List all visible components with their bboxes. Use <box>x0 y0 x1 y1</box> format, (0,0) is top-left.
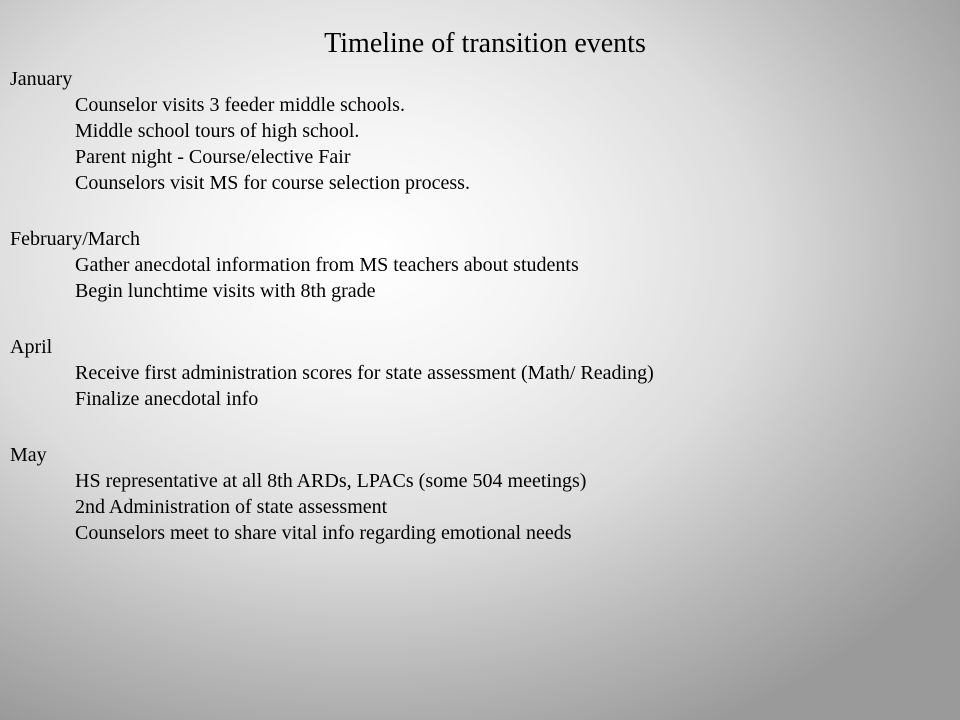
event-item: Counselor visits 3 feeder middle schools. <box>75 94 405 116</box>
section-may <box>10 442 940 546</box>
event-item: 2nd Administration of state assessment <box>75 496 388 518</box>
event-item: Parent night - Course/elective Fair <box>75 146 351 168</box>
month-heading: April <box>10 336 53 358</box>
event-item: Receive first administration scores for state assessment (Math/ Reading) <box>75 362 654 384</box>
month-heading: January <box>10 68 73 90</box>
section-january <box>10 66 940 196</box>
slide-title: Timeline of transition events <box>324 28 646 59</box>
month-heading: May <box>10 444 47 466</box>
section-february-march <box>10 226 940 304</box>
timeline-content <box>10 66 940 576</box>
event-item: Finalize anecdotal info <box>75 388 259 410</box>
event-item: Middle school tours of high school. <box>75 120 360 142</box>
month-heading: February/March <box>10 228 140 250</box>
event-item: Gather anecdotal information from MS teachers about students <box>75 254 579 276</box>
section-april <box>10 334 940 412</box>
event-item: Counselors visit MS for course selection process. <box>75 172 470 194</box>
event-item: HS representative at all 8th ARDs, LPACs (some 504 meetings) <box>75 470 587 492</box>
event-item: Counselors meet to share vital info regarding emotional needs <box>75 522 572 544</box>
event-item: Begin lunchtime visits with 8th grade <box>75 280 376 302</box>
